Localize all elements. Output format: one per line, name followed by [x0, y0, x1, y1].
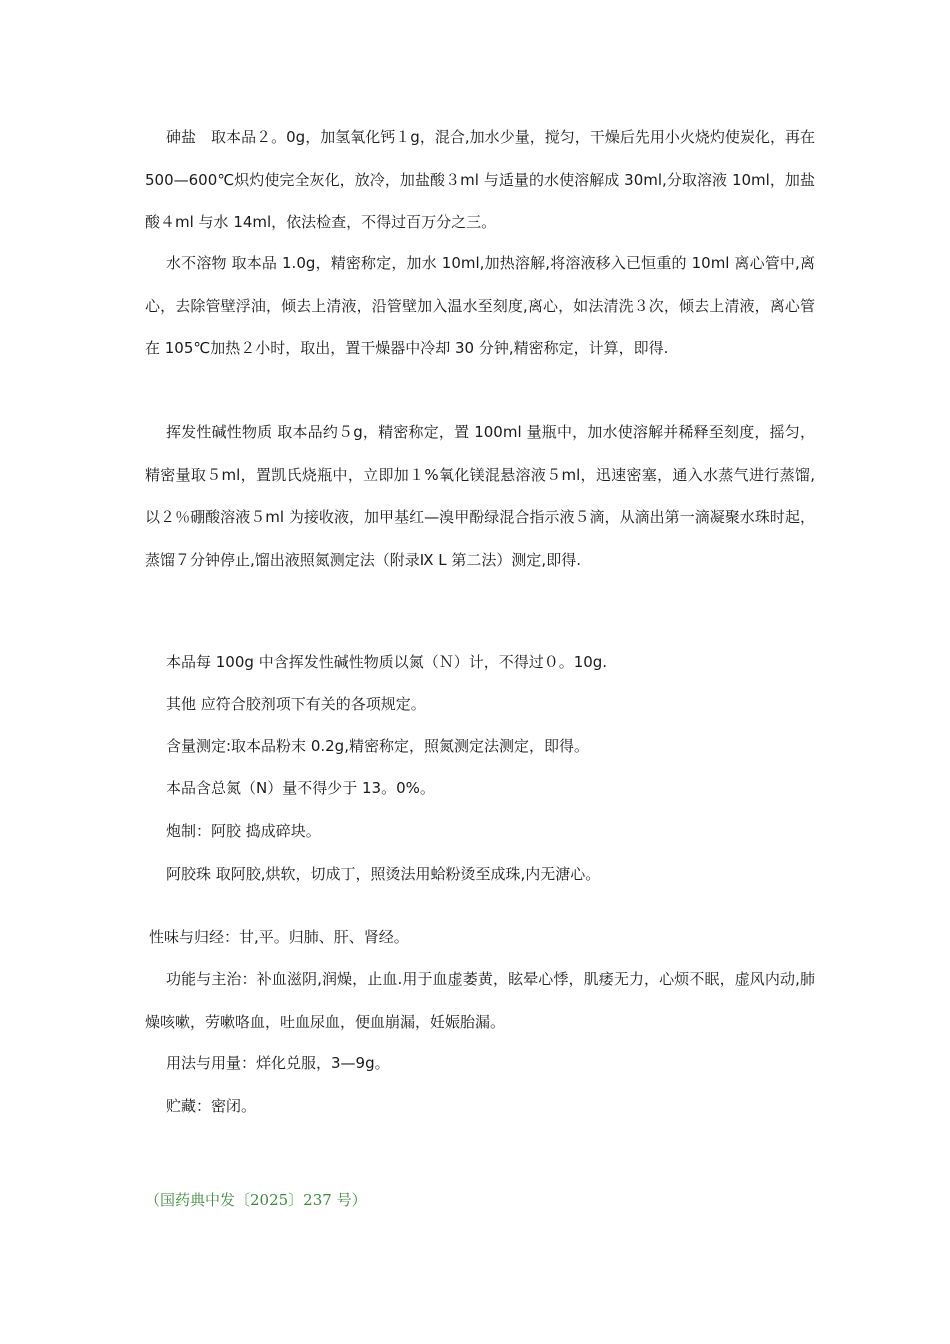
- paragraph-total-nitrogen: 本品含总氮（N）量不得少于 13。0%。: [166, 779, 435, 797]
- paragraph-nature-and-meridian: 性味与归经：甘,平。归肺、肝、肾经。: [149, 928, 409, 946]
- paragraph-functions-and-indications: 功能与主治：补血滋阴,润燥，止血.用于血虚萎黄，眩晕心悸，肌痿无力，心烦不眠，虚风内动,肺燥咳嗽，劳嗽咯血，吐血尿血，便血崩漏，妊娠胎漏。: [145, 970, 815, 1031]
- paragraph-storage: 贮藏：密闭。: [166, 1097, 257, 1115]
- paragraph-water-insoluble-matter: 水不溶物 取本品 1.0g，精密称定，加水 10ml,加热溶解,将溶液移入已恒重的 10ml 离心管中,离心，去除管壁浮油，倾去上清液，沿管壁加入温水至刻度,离心，如法清洗３次，倾去上清液，离心管在 105℃加热２小时，取出，置干燥器中冷却 30 分钟,精密称定，计算，即得.: [145, 254, 815, 357]
- paragraph-volatile-basic-substances: 挥发性碱性物质 取本品约５g，精密称定，置 100ml 量瓶中，加水使溶解并稀释至刻度，摇匀，精密量取５ml，置凯氏烧瓶中，立即加１%氧化镁混悬溶液５ml，迅速密塞，通入水蒸气进行蒸馏,以２％硼酸溶液５ml 为接收液，加甲基红—溴甲酚绿混合指示液５滴，从滴出第一滴凝聚水珠时起，蒸馏７分钟停止,馏出液照氮测定法（附录Ⅸ L 第二法）测定,即得.: [145, 423, 815, 569]
- paragraph-usage-and-dosage: 用法与用量：烊化兑服，3—9g。: [166, 1054, 390, 1072]
- paragraph-other-requirements: 其他 应符合胶剂项下有关的各项规定。: [166, 695, 426, 713]
- paragraph-arsenic-test: 砷盐 取本品２。0g，加氢氧化钙１g，混合,加水少量，搅匀，干燥后先用小火烧灼使炭化，再在 500—600℃炽灼使完全灰化，放冷，加盐酸３ml 与适量的水使溶解成 30ml,分取溶液 10ml，加盐酸４ml 与水 14ml，依法检查，不得过百万分之三。: [145, 128, 815, 231]
- paragraph-volatile-nitrogen-limit: 本品每 100g 中含挥发性碱性物质以氮（Ｎ）计，不得过０。10g.: [166, 653, 608, 671]
- paragraph-processing: 炮制：阿胶 捣成碎块。: [166, 822, 321, 840]
- paragraph-assay: 含量测定:取本品粉末 0.2g,精密称定，照氮测定法测定，即得。: [166, 737, 589, 755]
- document-reference-note: （国药典中发〔2025〕237 号）: [145, 1191, 367, 1209]
- paragraph-ejiao-pearls: 阿胶珠 取阿胶,烘软，切成丁，照烫法用蛤粉烫至成珠,内无溏心。: [166, 865, 601, 883]
